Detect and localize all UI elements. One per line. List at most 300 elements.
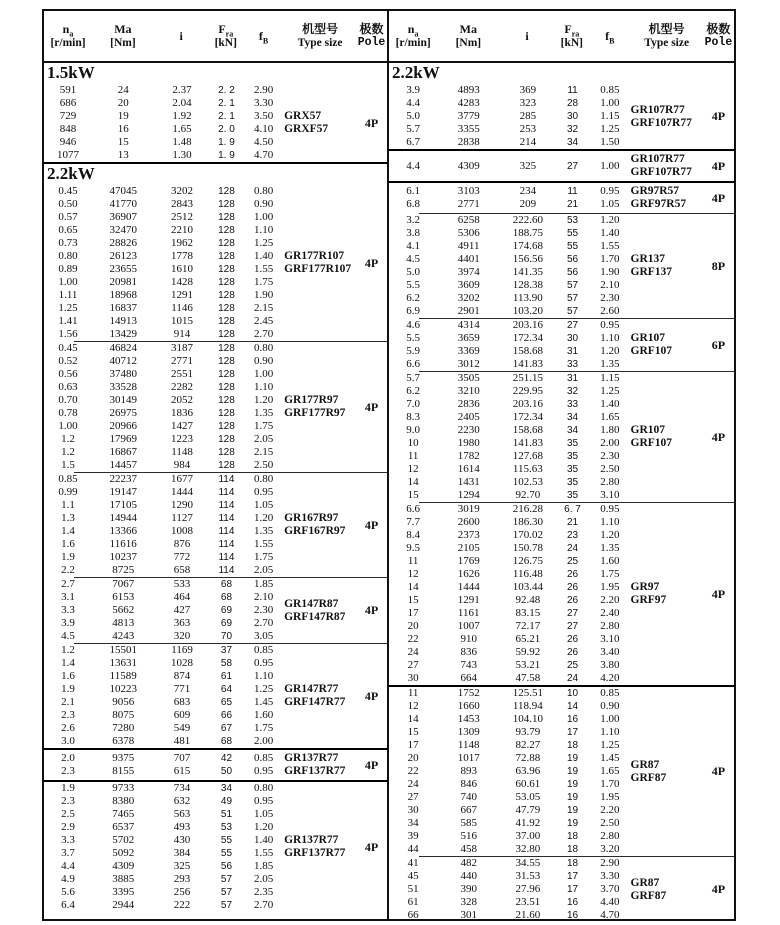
- header-base: 极数: [359, 22, 384, 36]
- ma-cell: 33528: [109, 381, 137, 393]
- ratio-cell: 325: [519, 159, 537, 172]
- ratio-cell: 234: [519, 185, 537, 197]
- type-size-label: GR107R77: [630, 153, 685, 165]
- fb-cell: 2.30: [600, 292, 620, 304]
- type-size-label: GRF107R77: [630, 116, 692, 129]
- type-size-label: GR97: [630, 581, 660, 593]
- table-row: [389, 883, 631, 896]
- table-row: [44, 381, 284, 394]
- na-cell: 6.4: [61, 899, 75, 911]
- fb-cell: 3.10: [600, 489, 620, 501]
- fra-cell: 57: [566, 293, 579, 304]
- ratio-cell: 1008: [171, 525, 194, 537]
- na-cell: 24: [407, 646, 419, 658]
- header-base: f: [258, 29, 263, 43]
- type-size-label: GRF147R87: [284, 610, 346, 623]
- ma-cell: 1660: [457, 700, 480, 712]
- fb-cell: 1.70: [600, 253, 620, 265]
- ratio-cell: 102.53: [512, 476, 543, 488]
- ma-cell: 11589: [109, 670, 137, 682]
- na-cell: 14: [407, 713, 419, 725]
- fra-cell: 16: [566, 910, 579, 919]
- table-row: [44, 368, 284, 381]
- table-row: [389, 489, 631, 502]
- table-row: [389, 843, 631, 856]
- fra-cell: 27: [566, 320, 579, 331]
- fb-cell: 1.40: [600, 398, 620, 410]
- header-subscript: ra: [225, 29, 234, 39]
- fra-cell: 2. 0: [218, 124, 235, 135]
- table-row: [44, 630, 284, 643]
- fra-cell: 68: [220, 736, 233, 747]
- spec-block: [389, 214, 734, 318]
- fra-cell: 19: [566, 779, 579, 790]
- na-cell: 3.1: [61, 591, 75, 603]
- spec-block: [44, 84, 387, 162]
- fb-cell: 2.70: [254, 617, 274, 629]
- type-size-cell: [284, 782, 356, 912]
- na-cell: 6.8: [406, 198, 421, 210]
- na-cell: 12: [407, 463, 419, 475]
- type-size-label: GRF87: [630, 889, 667, 902]
- na-cell: 1.00: [58, 276, 78, 288]
- table-row: [389, 160, 631, 173]
- fb-cell: 1.75: [254, 551, 274, 563]
- spec-block: [389, 151, 734, 181]
- ratio-cell: 251.15: [512, 372, 543, 384]
- table-row: [44, 250, 284, 263]
- na-cell: 8.3: [406, 411, 421, 423]
- ma-cell: 10223: [109, 683, 137, 695]
- na-cell: 4.4: [406, 159, 421, 172]
- fb-cell: 1.75: [254, 420, 274, 432]
- fra-cell: 34: [566, 412, 579, 423]
- fra-cell: 16: [566, 897, 579, 908]
- ma-cell: 13429: [109, 328, 137, 340]
- ratio-cell: 63.96: [515, 765, 541, 777]
- fb-cell: 2.50: [600, 463, 620, 475]
- fra-cell: 128: [218, 264, 235, 275]
- spec-block: [389, 183, 734, 213]
- na-cell: 2.1: [61, 696, 75, 708]
- pole-cell: 4P: [711, 429, 726, 444]
- spec-block: [44, 473, 387, 577]
- ma-cell: 24: [117, 84, 129, 96]
- ma-cell: 4309: [457, 159, 480, 172]
- col-header-type-size: [630, 11, 702, 61]
- fb-cell: 1.05: [254, 808, 274, 820]
- table-row: [389, 411, 631, 424]
- fra-cell: 1. 9: [218, 150, 235, 161]
- table-row: [389, 516, 631, 529]
- ratio-cell: 493: [173, 821, 191, 833]
- header-unit: Type size: [644, 37, 690, 49]
- ma-cell: 22237: [109, 473, 137, 485]
- fb-cell: 0.90: [254, 355, 274, 367]
- header-symbol: [407, 22, 419, 39]
- fra-cell: 19: [566, 805, 579, 816]
- table-row: [389, 84, 631, 97]
- type-size-label: GRF97: [630, 594, 667, 606]
- na-cell: 4.4: [406, 97, 421, 109]
- table-row: [389, 476, 631, 489]
- ratio-cell: 53.21: [515, 659, 541, 671]
- na-cell: 1.5: [61, 459, 75, 471]
- table-row: [389, 555, 631, 568]
- header-symbol: [62, 22, 74, 39]
- type-size-cell: [631, 84, 703, 149]
- ratio-cell: 93.79: [515, 726, 541, 738]
- table-row: [389, 633, 631, 646]
- fb-cell: 2.10: [254, 591, 274, 603]
- fb-cell: 2.15: [254, 446, 274, 458]
- spec-rows: [44, 473, 284, 577]
- ratio-cell: 533: [173, 578, 191, 590]
- ma-cell: 3885: [112, 873, 135, 885]
- ma-cell: 3505: [457, 372, 480, 384]
- ratio-cell: 1428: [171, 276, 194, 288]
- fb-cell: 1.95: [600, 581, 620, 593]
- na-cell: 7.0: [406, 398, 421, 410]
- fra-cell: 114: [218, 487, 235, 498]
- fra-cell: 57: [220, 900, 233, 911]
- table-row: [389, 857, 631, 870]
- spec-rows: [44, 342, 284, 472]
- na-cell: 2.5: [61, 808, 75, 820]
- table-row: [389, 830, 631, 843]
- fra-cell: 16: [566, 714, 579, 725]
- ma-cell: 5662: [112, 604, 135, 616]
- ratio-cell: 876: [173, 538, 191, 550]
- ratio-cell: 2843: [171, 198, 194, 210]
- table-row: [44, 315, 284, 328]
- fra-cell: 128: [218, 199, 235, 210]
- col-header-i: [154, 11, 209, 61]
- ma-cell: 1453: [457, 713, 480, 725]
- table-row: [44, 473, 284, 486]
- ratio-cell: 771: [173, 683, 191, 695]
- fra-cell: 128: [218, 356, 235, 367]
- fra-cell: 128: [218, 186, 235, 197]
- fb-cell: 2.50: [600, 817, 620, 829]
- fb-cell: 1.90: [600, 266, 620, 278]
- fb-cell: 2.00: [600, 437, 620, 449]
- fb-cell: 2.15: [254, 302, 274, 314]
- fb-cell: 1.00: [254, 368, 274, 380]
- fb-cell: 1.45: [600, 752, 620, 764]
- spec-rows: [389, 372, 631, 502]
- spec-block: [389, 319, 734, 371]
- fb-cell: 0.95: [254, 765, 274, 777]
- fra-cell: 33: [566, 399, 579, 410]
- fra-cell: 14: [566, 701, 579, 712]
- fra-cell: 19: [566, 818, 579, 829]
- ratio-cell: 256: [173, 886, 191, 898]
- ma-cell: 3369: [457, 345, 480, 357]
- fra-cell: 35: [566, 490, 579, 501]
- fra-cell: 18: [566, 831, 579, 842]
- fb-cell: 1.10: [254, 224, 274, 236]
- fb-cell: 0.85: [254, 752, 274, 764]
- na-cell: 14: [407, 476, 419, 488]
- na-cell: 3.3: [61, 604, 75, 616]
- fra-cell: 53: [220, 822, 233, 833]
- type-size-label: GRF177R97: [284, 407, 346, 419]
- fra-cell: 114: [218, 565, 235, 576]
- ma-cell: 8075: [112, 709, 135, 721]
- fra-cell: 19: [566, 766, 579, 777]
- na-cell: 3.0: [61, 735, 75, 747]
- table-row: [389, 319, 631, 332]
- col-header-na: [389, 11, 437, 61]
- header-base: i: [525, 29, 529, 43]
- col-header-type-size: [284, 11, 356, 61]
- na-cell: 11: [407, 450, 419, 462]
- na-cell: 6.2: [406, 292, 421, 304]
- ma-cell: 14457: [109, 459, 137, 471]
- na-cell: 6.9: [406, 305, 421, 317]
- ratio-cell: 150.78: [512, 542, 543, 554]
- ratio-cell: 658: [173, 564, 191, 576]
- col-header-ma: [92, 11, 154, 61]
- ma-cell: 1626: [457, 568, 480, 580]
- col-header-na: [44, 11, 92, 61]
- spec-block: [44, 185, 387, 341]
- fra-cell: 70: [220, 631, 233, 642]
- ratio-cell: 174.68: [512, 240, 543, 252]
- na-cell: 4.4: [61, 860, 75, 872]
- type-size-label: GR107: [630, 424, 665, 436]
- fb-cell: 0.80: [254, 185, 274, 197]
- ma-cell: 1291: [457, 594, 480, 606]
- fb-cell: 2.35: [254, 886, 274, 898]
- ma-cell: 667: [460, 804, 477, 816]
- ratio-cell: 126.75: [512, 555, 543, 567]
- pole-cell: 8P: [711, 258, 726, 273]
- na-cell: 6.6: [406, 503, 421, 515]
- na-cell: 0.78: [58, 407, 78, 419]
- fb-cell: 1.25: [600, 385, 620, 397]
- pole-cell: 4P: [364, 399, 379, 414]
- fra-cell: 28: [566, 98, 579, 109]
- ma-cell: 743: [460, 659, 477, 671]
- ma-cell: 26123: [109, 250, 137, 262]
- ma-cell: 4309: [112, 860, 135, 872]
- table-row: [44, 185, 284, 198]
- ratio-cell: 53.05: [515, 791, 541, 803]
- fb-cell: 1.15: [600, 372, 620, 384]
- fra-cell: 128: [218, 225, 235, 236]
- na-cell: 22: [407, 765, 419, 777]
- ratio-cell: 1223: [171, 433, 194, 445]
- ma-cell: 482: [460, 857, 477, 869]
- fra-cell: 128: [218, 238, 235, 249]
- fb-cell: 1.05: [254, 499, 274, 511]
- ma-cell: 7280: [112, 722, 135, 734]
- fb-cell: 3.10: [600, 633, 620, 645]
- spec-rows: [389, 503, 631, 685]
- header-symbol: [525, 29, 528, 43]
- type-size-cell: [631, 687, 703, 856]
- type-size-label: GRX57: [284, 110, 322, 122]
- ratio-cell: 3187: [171, 342, 194, 354]
- table-row: [44, 97, 284, 110]
- ma-cell: 3210: [457, 385, 480, 397]
- fb-cell: 0.90: [254, 198, 274, 210]
- na-cell: 0.89: [58, 263, 78, 275]
- type-size-label: GR107: [630, 332, 665, 344]
- na-cell: 12: [407, 568, 419, 580]
- header-unit: Type size: [297, 37, 343, 49]
- fra-cell: 128: [218, 251, 235, 262]
- fb-cell: 2.30: [600, 450, 620, 462]
- spec-rows: [389, 319, 631, 371]
- na-cell: 11: [407, 555, 419, 567]
- na-cell: 729: [59, 110, 77, 122]
- col-header-fb: [243, 11, 284, 61]
- fra-cell: 114: [218, 500, 235, 511]
- ratio-cell: 186.30: [512, 516, 543, 528]
- type-size-label: GR147R87: [284, 597, 339, 610]
- ma-cell: 1294: [457, 489, 480, 501]
- ratio-cell: 222.60: [512, 214, 543, 226]
- na-cell: 9.0: [406, 424, 421, 436]
- fb-cell: 1.10: [600, 516, 620, 528]
- ma-cell: 16867: [109, 446, 137, 458]
- ratio-cell: 158.68: [512, 345, 543, 357]
- fb-cell: 1.35: [254, 525, 274, 537]
- fra-cell: 68: [220, 592, 233, 603]
- ratio-cell: 1444: [171, 486, 194, 498]
- header-symbol: [180, 29, 183, 43]
- ma-cell: 4243: [112, 630, 135, 642]
- header-symbol: [605, 29, 615, 46]
- fra-cell: 128: [218, 290, 235, 301]
- table-row: [44, 355, 284, 368]
- na-cell: 14: [407, 581, 419, 593]
- fra-cell: 69: [220, 618, 233, 629]
- fra-cell: 26: [566, 647, 579, 658]
- ma-cell: 2836: [457, 398, 480, 410]
- ma-cell: 4314: [457, 319, 480, 331]
- spec-block: [44, 750, 387, 780]
- na-cell: 1.2: [61, 446, 75, 458]
- fb-cell: 2.80: [600, 830, 620, 842]
- na-cell: 3.8: [406, 227, 421, 239]
- na-cell: 9.5: [406, 542, 421, 554]
- type-size-label: GR177R107: [284, 250, 345, 262]
- ratio-cell: 253: [519, 123, 537, 135]
- fb-cell: 2.45: [254, 315, 274, 327]
- na-cell: 1.11: [58, 289, 78, 301]
- fb-cell: 3.80: [600, 659, 620, 671]
- type-size-cell: [631, 319, 703, 371]
- fb-cell: 4.40: [600, 896, 620, 908]
- spec-block: [389, 372, 734, 502]
- fb-cell: 1.20: [600, 529, 620, 541]
- ma-cell: 1148: [457, 739, 480, 751]
- fb-cell: 0.95: [600, 503, 620, 515]
- fra-cell: 32: [566, 386, 579, 397]
- pole-cell: 4P: [711, 109, 726, 123]
- header-base: 极数: [706, 22, 731, 36]
- ratio-cell: 92.48: [515, 594, 541, 606]
- header-base: 机型号: [648, 22, 685, 36]
- header-subscript: B: [262, 36, 269, 46]
- na-cell: 20: [407, 752, 419, 764]
- ratio-cell: 158.68: [512, 424, 543, 436]
- fra-cell: 67: [220, 723, 233, 734]
- ma-cell: 15: [117, 136, 129, 148]
- ratio-cell: 72.88: [515, 752, 541, 764]
- fra-cell: 18: [566, 844, 579, 855]
- type-size-cell: [284, 84, 356, 162]
- na-cell: 0.70: [58, 394, 78, 406]
- ratio-cell: 216.28: [512, 503, 543, 515]
- fra-cell: 64: [220, 684, 233, 695]
- fb-cell: 1.10: [600, 726, 620, 738]
- na-cell: 686: [59, 97, 77, 109]
- ma-cell: 18968: [109, 289, 137, 301]
- na-cell: 24: [407, 778, 419, 790]
- table-row: [389, 870, 631, 883]
- header-base: i: [179, 29, 183, 43]
- ratio-cell: 65.21: [515, 633, 541, 645]
- ratio-cell: 60.61: [515, 778, 541, 790]
- fb-cell: 2.90: [600, 857, 620, 869]
- na-cell: 1.2: [61, 433, 75, 445]
- table-row: [389, 817, 631, 830]
- table-row: [389, 424, 631, 437]
- ratio-cell: 293: [173, 873, 191, 885]
- fra-cell: 42: [220, 753, 233, 764]
- fb-cell: 1.25: [600, 123, 620, 135]
- ratio-cell: 549: [173, 722, 191, 734]
- section-title-2_2kW: 2.2kW: [47, 164, 95, 183]
- type-size-label: GRF137: [630, 266, 673, 278]
- spec-rows: [389, 214, 631, 318]
- header-symbol: [706, 22, 730, 36]
- table-row: [44, 446, 284, 459]
- spec-block: [44, 342, 387, 472]
- na-cell: 2.7: [61, 578, 75, 590]
- pole-cell: 4P: [711, 586, 726, 601]
- table-row: [389, 581, 631, 594]
- fra-cell: 128: [218, 212, 235, 223]
- table-row: [389, 765, 631, 778]
- fra-cell: 31: [566, 373, 579, 384]
- ratio-cell: 128.38: [512, 279, 543, 291]
- ma-cell: 23655: [109, 263, 137, 275]
- ma-cell: 47045: [109, 185, 137, 197]
- fb-cell: 3.70: [600, 883, 620, 895]
- table-row: [44, 564, 284, 577]
- fb-cell: 1.90: [254, 289, 274, 301]
- ma-cell: 17105: [109, 499, 137, 511]
- fra-cell: 27: [566, 160, 579, 172]
- ratio-cell: 32.80: [515, 843, 541, 855]
- ratio-cell: 113.90: [512, 292, 543, 304]
- fra-cell: 2. 1: [218, 111, 235, 122]
- header-symbol: [218, 22, 234, 39]
- header-symbol: [302, 22, 338, 36]
- fra-cell: 56: [566, 267, 579, 278]
- ma-cell: 8380: [112, 795, 135, 807]
- fra-cell: 56: [566, 254, 579, 265]
- na-cell: 0.57: [58, 211, 78, 223]
- ratio-cell: 984: [173, 459, 191, 471]
- table-row: [389, 646, 631, 659]
